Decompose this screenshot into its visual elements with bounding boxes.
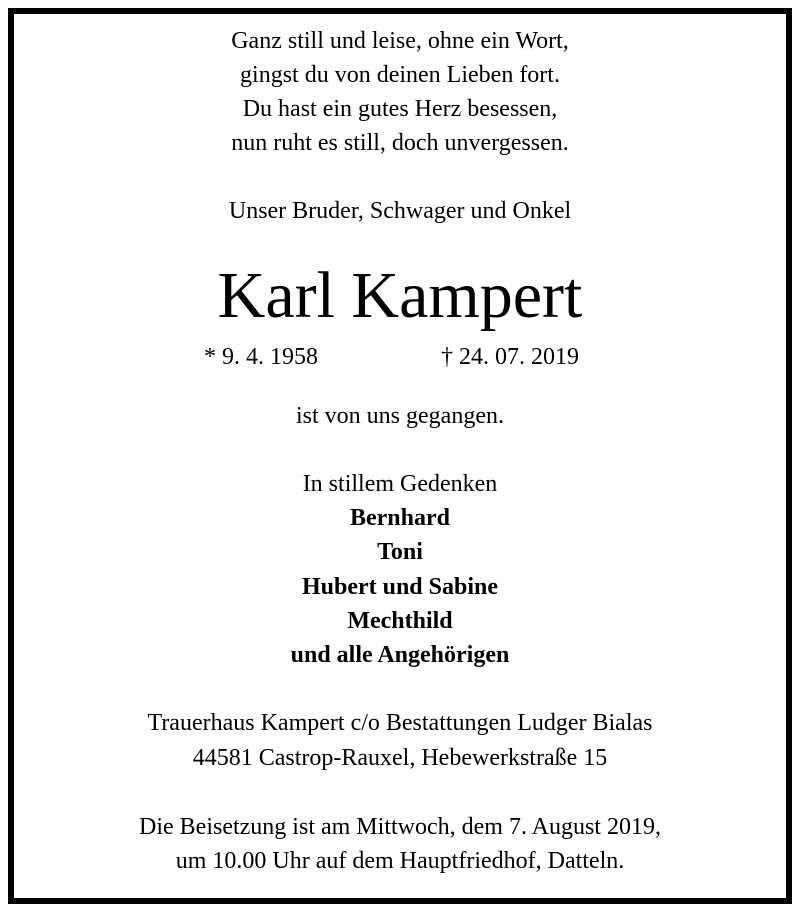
mourner-5: und alle Angehörigen: [290, 642, 510, 668]
poem-line-3: Du hast ein gutes Herz besessen,: [242, 96, 558, 122]
poem-line-2: gingst du von deinen Lieben fort.: [240, 62, 560, 88]
funeral-line-1: Die Beisetzung ist am Mittwoch, dem 7. August 2019,: [139, 814, 661, 840]
passed-text: ist von uns gegangen.: [296, 403, 504, 429]
mourner-4: Mechthild: [347, 608, 453, 634]
intro-text: Unser Bruder, Schwager und Onkel: [228, 198, 572, 224]
birth-date: * 9. 4. 1958: [204, 344, 318, 370]
poem-line-1: Ganz still und leise, ohne ein Wort,: [231, 28, 569, 54]
memorial-line: In stillem Gedenken: [302, 471, 498, 497]
mourner-3: Hubert und Sabine: [301, 574, 499, 600]
death-date: † 24. 07. 2019: [441, 344, 579, 370]
address-line-1: Trauerhaus Kampert c/o Bestattungen Ludger Bialas: [147, 710, 653, 736]
mourner-1: Bernhard: [349, 505, 450, 531]
deceased-name: Karl Kampert: [217, 259, 583, 332]
mourner-2: Toni: [377, 539, 423, 565]
funeral-line-2: um 10.00 Uhr auf dem Hauptfriedhof, Datteln.: [175, 848, 625, 874]
poem-line-4: nun ruht es still, doch unvergessen.: [231, 130, 569, 156]
address-line-2: 44581 Castrop-Rauxel, Hebewerkstraße 15: [192, 745, 608, 771]
